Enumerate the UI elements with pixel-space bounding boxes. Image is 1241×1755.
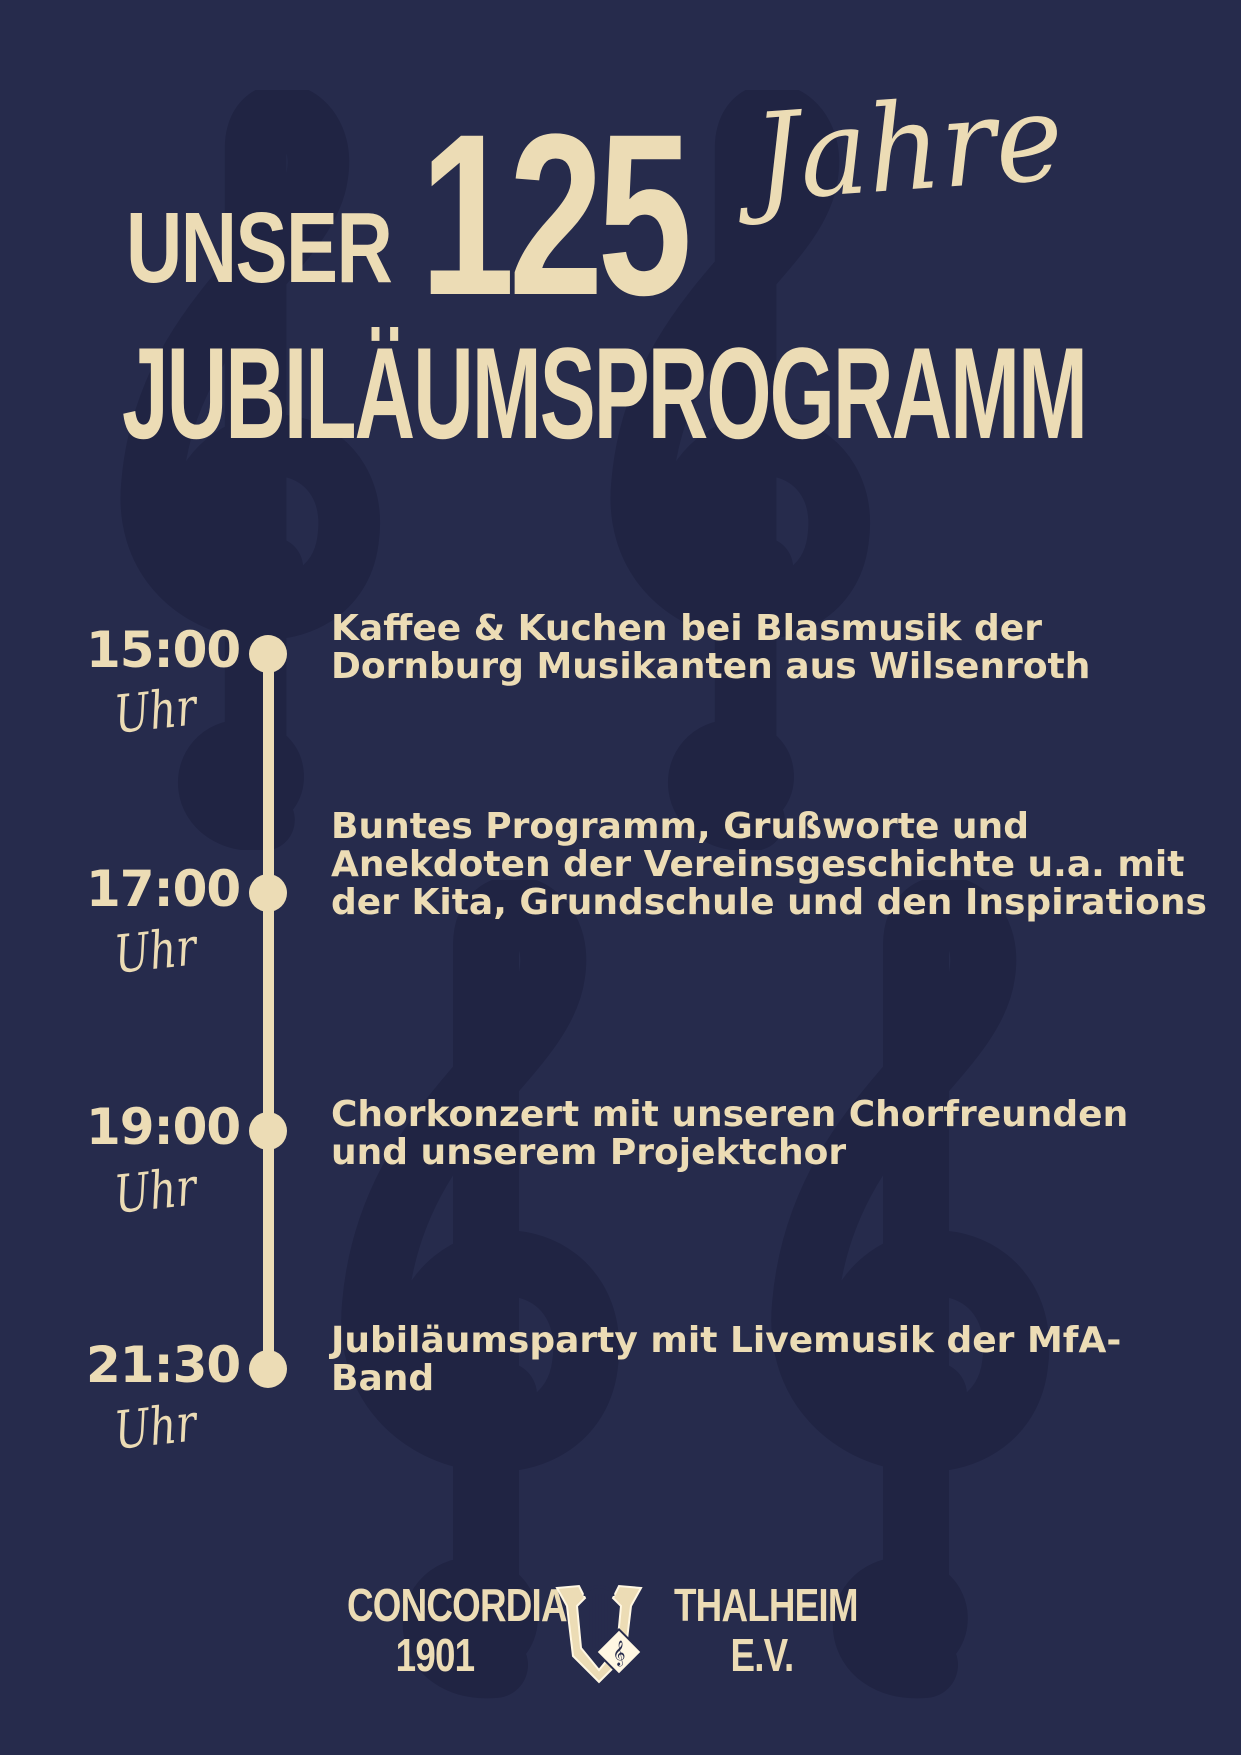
page-title: JUBILÄUMSPROGRAMM xyxy=(122,320,1086,466)
title-jahre-script: Jahre xyxy=(749,68,1068,229)
program-description: Jubiläumsparty mit Livemusik der MfA-Band xyxy=(331,1320,1122,1399)
footer-line: THALHEIM xyxy=(674,1579,858,1631)
footer-line: 1901 xyxy=(395,1629,475,1681)
timeline-dot xyxy=(249,1112,287,1150)
program-time: 21:30 xyxy=(86,1336,241,1394)
timeline-dot xyxy=(249,1350,287,1388)
footer-line: E.V. xyxy=(730,1629,794,1681)
program-time-unit: Uhr xyxy=(111,1393,200,1462)
program-description: Buntes Programm, Grußworte und Anekdoten der Vereinsgeschichte u.a. mit der Kita, Grundschule und den Inspirations xyxy=(331,806,1207,923)
program-time: 17:00 xyxy=(86,860,241,918)
lyre-crest-icon xyxy=(551,1578,647,1688)
treble-clef-icon xyxy=(330,880,630,1700)
program-time: 19:00 xyxy=(86,1098,241,1156)
title-anniversary-number: 125 xyxy=(420,86,687,343)
footer-location xyxy=(652,1580,872,1680)
svg-text:𝄞: 𝄞 xyxy=(612,1641,626,1666)
program-description: Chorkonzert mit unseren Chorfreunden und unserem Projektchor xyxy=(331,1094,1129,1173)
treble-clef-icon xyxy=(760,880,1060,1700)
timeline-dot xyxy=(249,874,287,912)
program-description: Kaffee & Kuchen bei Blasmusik der Dornburg Musikanten aus Wilsenroth xyxy=(331,608,1091,687)
program-time-unit: Uhr xyxy=(111,677,200,746)
footer-line: CONCORDIA xyxy=(347,1579,567,1631)
footer-club-name xyxy=(325,1579,567,1681)
program-time-unit: Uhr xyxy=(111,917,200,986)
title-unser: UNSER xyxy=(126,192,392,304)
timeline-line xyxy=(263,652,274,1372)
program-time-unit: Uhr xyxy=(111,1157,200,1226)
program-time: 15:00 xyxy=(86,621,241,679)
timeline-dot xyxy=(249,635,287,673)
